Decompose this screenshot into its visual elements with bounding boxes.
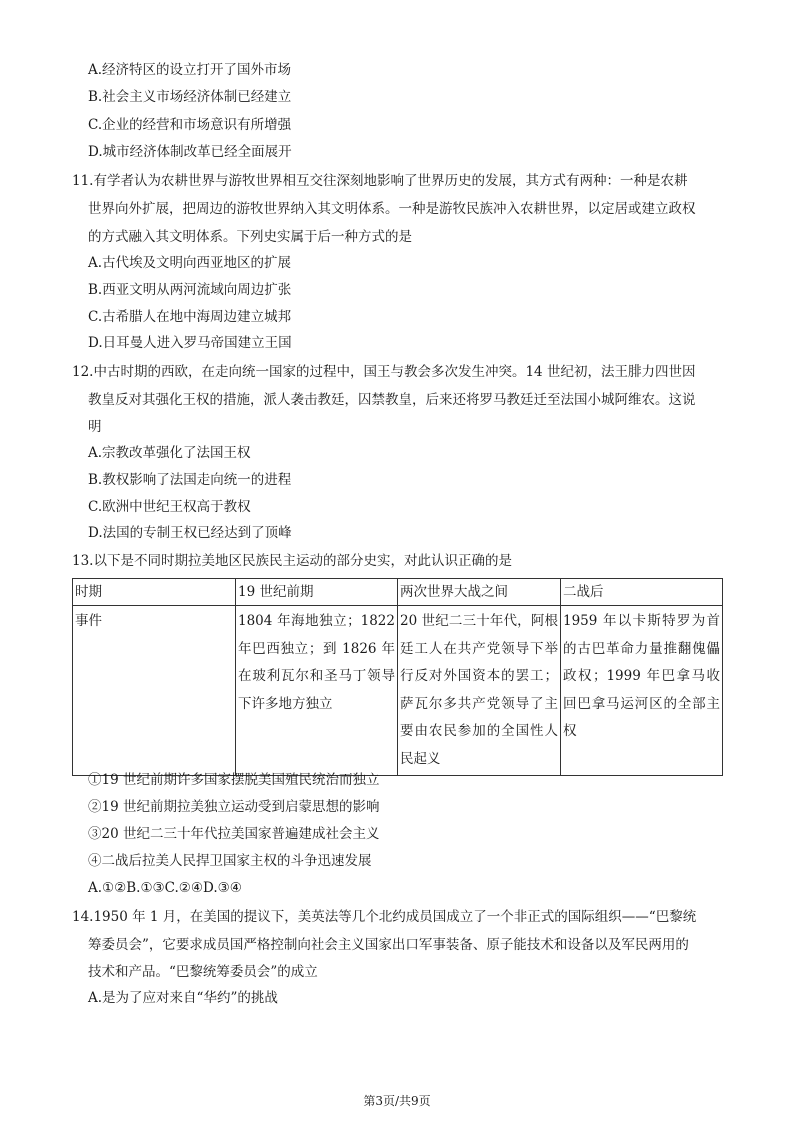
q10-option-a: A.经济特区的设立打开了国外市场: [88, 62, 292, 78]
q13-statement-3: ③20 世纪二三十年代拉美国家普遍建成社会主义: [88, 826, 380, 842]
q13-table-header-postwar: 二战后: [561, 579, 723, 606]
q13-table-cell-interwar: 20 世纪二三十年代，阿根廷工人在共产党领导下举行反对外国资本的罢工；萨瓦尔多共产党领导了主要由农民参加的全国性人民起义: [398, 606, 561, 776]
q11-stem-line-1: 11.有学者认为农耕世界与游牧世界相互交往深刻地影响了世界历史的发展，其方式有两种：一种是农耕: [72, 173, 688, 189]
q10-option-b: B.社会主义市场经济体制已经建立: [88, 89, 292, 105]
q12-option-d: D.法国的专制王权已经达到了顶峰: [88, 525, 292, 541]
q11-stem-line-3: 的方式融入其文明体系。下列史实属于后一种方式的是: [88, 229, 412, 245]
q13-table-header-row: [73, 579, 723, 606]
q13-table-header-early-19c: 19 世纪前期: [236, 579, 398, 606]
q12-stem-line-3: 明: [88, 419, 102, 435]
q13-table-event-row: [73, 606, 723, 776]
q13-table: [72, 578, 723, 776]
q12-option-b: B.教权影响了法国走向统一的进程: [88, 472, 292, 488]
q10-option-d: D.城市经济体制改革已经全面展开: [88, 144, 292, 160]
q12-option-c: C.欧洲中世纪王权高于教权: [88, 499, 251, 515]
q13-answer-options: A.①②B.①③C.②④D.③④: [88, 880, 242, 896]
q13-table-cell-postwar: 1959 年以卡斯特罗为首的古巴革命力量推翻傀儡政权；1999 年巴拿马收回巴拿马运河区的全部主权: [561, 606, 723, 776]
q12-stem-line-1: 12.中古时期的西欧，在走向统一国家的过程中，国王与教会多次发生冲突。14 世纪初，法王腓力四世因: [72, 364, 696, 380]
q13-table-header-period: 时期: [73, 579, 236, 606]
q13-table-header-interwar: 两次世界大战之间: [398, 579, 561, 606]
q11-stem-line-2: 世界向外扩展，把周边的游牧世界纳入其文明体系。一种是游牧民族冲入农耕世界，以定居或建立政权: [88, 201, 696, 217]
q13-statement-4: ④二战后拉美人民捍卫国家主权的斗争迅速发展: [88, 853, 372, 869]
q11-option-c: C.古希腊人在地中海周边建立城邦: [88, 309, 292, 325]
q11-option-b: B.西亚文明从两河流域向周边扩张: [88, 282, 292, 298]
q13-table-row-label: 事件: [73, 606, 236, 776]
q11-option-a: A.古代埃及文明向西亚地区的扩展: [88, 255, 292, 271]
q12-stem-line-2: 教皇反对其强化王权的措施，派人袭击教廷，囚禁教皇，后来还将罗马教廷迁至法国小城阿维农。这说: [88, 392, 696, 408]
q14-stem-line-2: 筹委员会”，它要求成员国严格控制向社会主义国家出口军事装备、原子能技术和设备以及军民两用的: [88, 937, 689, 953]
q14-stem-line-1: 14.1950 年 1 月，在美国的提议下，美英法等几个北约成员国成立了一个非正式的国际组织——“巴黎统: [72, 909, 697, 925]
q13-stem: 13.以下是不同时期拉美地区民族民主运动的部分史实，对此认识正确的是: [72, 553, 512, 569]
q14-stem-line-3: 技术和产品。“巴黎统筹委员会”的成立: [88, 964, 318, 980]
q13-statement-2: ②19 世纪前期拉美独立运动受到启蒙思想的影响: [88, 799, 380, 815]
q13-statement-1: ①19 世纪前期许多国家摆脱美国殖民统治而独立: [88, 772, 380, 788]
q13-table-cell-early-19c: 1804 年海地独立；1822 年巴西独立；到 1826 年在玻利瓦尔和圣马丁领导下许多地方独立: [236, 606, 398, 776]
q14-option-a: A.是为了应对来自“华约”的挑战: [88, 990, 278, 1006]
q10-option-c: C.企业的经营和市场意识有所增强: [88, 117, 292, 133]
q12-option-a: A.宗教改革强化了法国王权: [88, 445, 251, 461]
q11-option-d: D.日耳曼人进入罗马帝国建立王国: [88, 335, 292, 351]
page-number: 第3页/共9页: [363, 1094, 431, 1108]
